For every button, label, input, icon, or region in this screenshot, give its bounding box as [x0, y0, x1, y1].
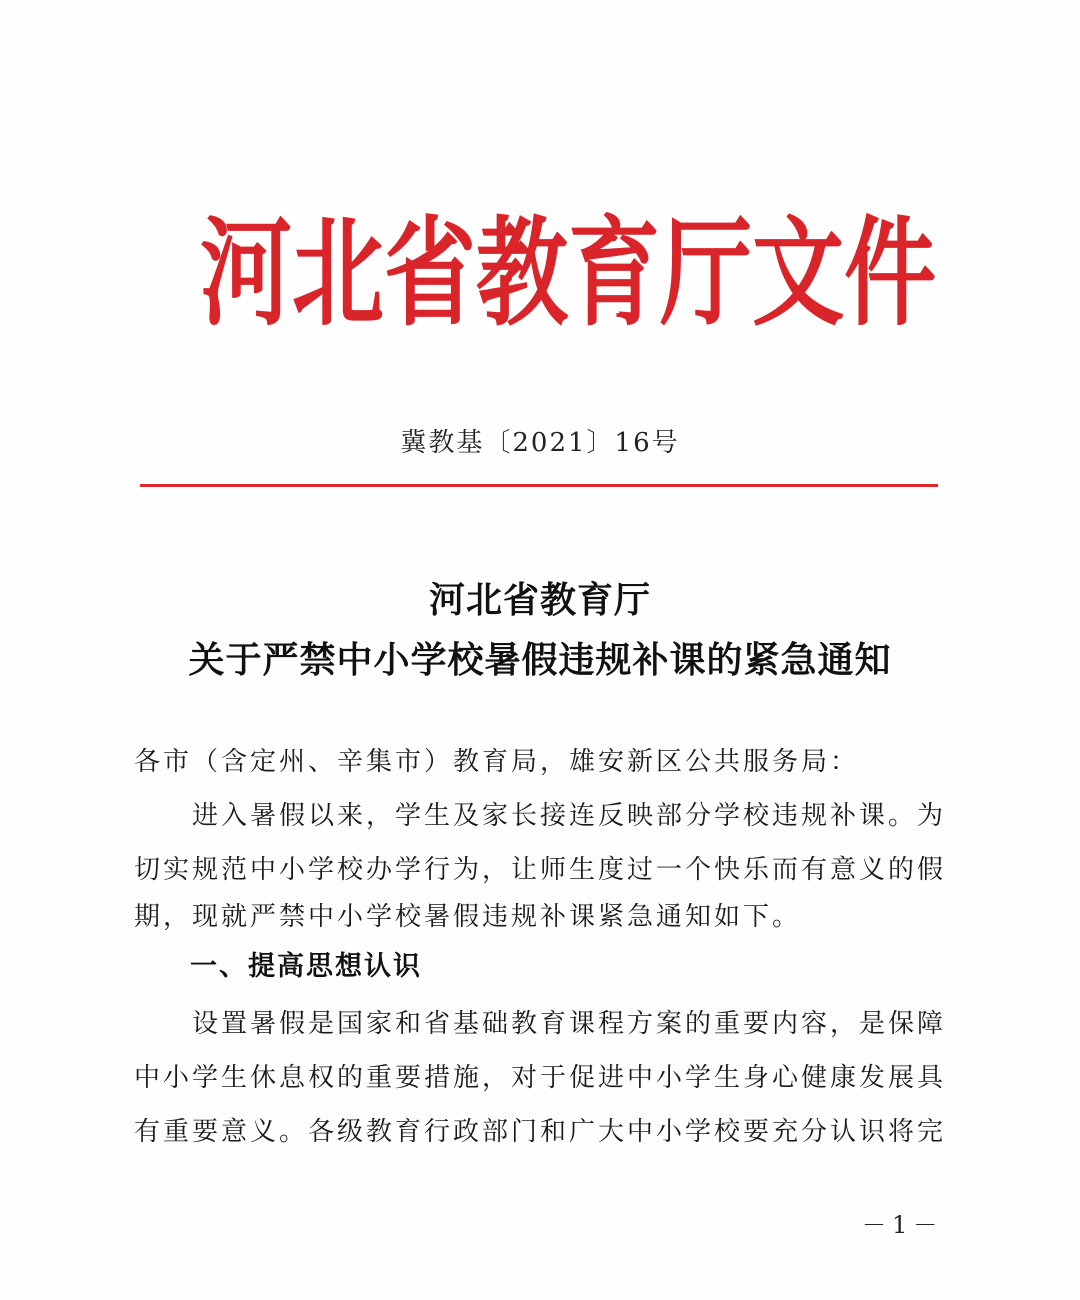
document-number: 冀教基〔2021〕16号	[400, 428, 680, 458]
section-paragraph-line: 有重要意义。各级教育行政部门和广大中小学校要充分认识将完	[134, 1117, 947, 1147]
notice-title-issuer: 河北省教育厅	[428, 580, 651, 621]
masthead-char: 厅	[660, 203, 753, 342]
intro-line: 进入暑假以来，学生及家长接连反映部分学校违规补课。为	[134, 801, 947, 831]
page-number: －1－	[862, 1211, 944, 1239]
section-paragraph-line: 设置暑假是国家和省基础教育课程方案的重要内容，是保障	[134, 1009, 947, 1039]
intro-line: 切实规范中小学校办学行为，让师生度过一个快乐而有意义的假	[134, 855, 947, 885]
masthead-title	[200, 203, 937, 342]
red-divider-line	[140, 484, 938, 487]
masthead-char: 件	[844, 203, 937, 342]
notice-title-subject: 关于严禁中小学校暑假违规补课的紧急通知	[188, 640, 892, 681]
masthead-char: 教	[476, 203, 569, 342]
masthead-char: 育	[568, 203, 661, 342]
masthead-char: 河	[200, 203, 293, 342]
masthead-char: 北	[292, 203, 385, 342]
addressee-line: 各市（含定州、辛集市）教育局，雄安新区公共服务局：	[134, 747, 860, 777]
section-paragraph-line: 中小学生休息权的重要措施，对于促进中小学生身心健康发展具	[134, 1063, 947, 1093]
masthead-char: 文	[752, 203, 845, 342]
masthead-char: 省	[384, 203, 477, 342]
intro-line: 期，现就严禁中小学校暑假违规补课紧急通知如下。	[134, 902, 802, 932]
section-heading: 一、提高思想认识	[190, 951, 422, 982]
